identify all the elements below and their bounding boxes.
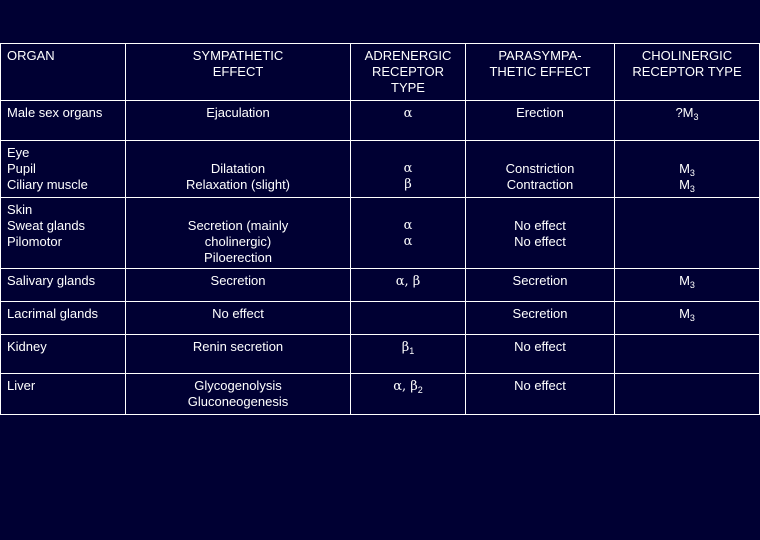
table-row-lacrimal-glands [1,302,760,335]
cell-sympathetic [126,198,351,269]
cell-parasympathetic [466,374,615,415]
cell-cholinergic [615,141,760,198]
cell-cholinergic [615,374,760,415]
sympathetic-effect: Dilatation [210,161,266,176]
cell-adrenergic [351,374,466,415]
cell-cholinergic [615,101,760,141]
parasympathetic-spacer [472,145,608,161]
sympathetic-effect: Piloerection [204,250,272,265]
parasympathetic-effect: No effect [514,234,566,249]
sympathetic-effect: Renin secretion [192,339,284,354]
adrenergic-receptor: α, β [393,379,418,394]
organ-label: Skin [7,202,33,217]
table-row-salivary-glands [1,269,760,302]
adrenergic-receptor: α [403,161,413,176]
cholinergic-receptor-letter: M [679,306,690,321]
adrenergic-spacer [357,202,459,218]
table-row-eye [1,141,760,198]
cell-sympathetic [126,101,351,141]
cell-adrenergic [351,335,466,374]
cell-parasympathetic [466,335,615,374]
table-header-row [1,44,760,101]
header-organ [1,44,126,101]
cell-organ [1,141,126,198]
table-row-male-sex-organs [1,101,760,141]
parasympathetic-effect: No effect [514,378,566,393]
adrenergic-receptor: α, β [395,274,421,289]
sympathetic-effect-spacer [132,202,344,218]
table-row-kidney [1,335,760,374]
cholinergic-receptor-subscript: 3 [689,184,695,194]
cell-organ [1,269,126,302]
organ-label: Salivary glands [7,273,96,288]
cholinergic-receptor-letter: M [679,273,690,288]
organ-label: Liver [7,378,36,393]
header-parasympathetic-line-2: THETIC EFFECT [489,64,591,79]
parasympathetic-effect: No effect [514,339,566,354]
table-row-skin [1,198,760,269]
cell-parasympathetic [466,302,615,335]
sympathetic-effect: No effect [212,306,264,321]
cell-cholinergic [615,302,760,335]
adrenergic-receptor: α [403,218,413,233]
header-adrenergic-receptor [351,44,466,101]
adrenergic-receptor-subscript: 1 [409,346,415,356]
cell-adrenergic [351,198,466,269]
sympathetic-effect: Glycogenolysis [194,378,282,393]
cell-sympathetic [126,141,351,198]
cell-sympathetic [126,302,351,335]
organ-label: Kidney [7,339,47,354]
header-organ-label: ORGAN [7,48,55,63]
header-parasympathetic-line-1: PARASYMPA- [498,48,582,63]
adrenergic-receptor: β [401,340,410,355]
cell-sympathetic [126,269,351,302]
cholinergic-receptor-letter: M [679,161,690,176]
cholinergic-spacer [621,145,753,161]
cholinergic-receptor [621,177,753,193]
header-adrenergic-line-1: ADRENERGIC [364,48,452,63]
autonomic-effects-table [0,43,760,415]
organ-sub-label: Pupil [7,161,36,176]
header-cholinergic-receptor [615,44,760,101]
organ-sub-label: Pilomotor [7,234,62,249]
sympathetic-effect: Relaxation (slight) [185,177,291,192]
cell-adrenergic [351,141,466,198]
parasympathetic-effect: Secretion [512,273,568,288]
cell-organ [1,302,126,335]
cholinergic-receptor-subscript: 3 [689,280,695,290]
parasympathetic-spacer [472,202,608,218]
cell-organ [1,335,126,374]
header-sympathetic-effect [126,44,351,101]
sympathetic-effect: Secretion (mainly [187,218,289,233]
cell-parasympathetic [466,141,615,198]
cell-parasympathetic [466,269,615,302]
cell-adrenergic [351,302,466,335]
sympathetic-effect: Secretion [210,273,266,288]
organ-sub-label: Ciliary muscle [7,177,88,192]
header-cholinergic-line-2: RECEPTOR TYPE [632,64,742,79]
header-sympathetic-line-1: SYMPATHETIC [192,48,284,63]
organ-label: Eye [7,145,30,160]
parasympathetic-effect: Secretion [512,306,568,321]
cholinergic-receptor-subscript: 3 [689,313,695,323]
adrenergic-spacer [357,145,459,161]
cholinergic-receptor-subscript: 3 [693,112,699,122]
parasympathetic-effect: Constriction [505,161,575,176]
header-adrenergic-line-3: TYPE [391,80,425,95]
adrenergic-receptor: α [403,106,413,121]
adrenergic-receptor: α [403,234,413,249]
sympathetic-effect: cholinergic) [204,234,272,249]
sympathetic-effect: Ejaculation [206,105,270,120]
cell-parasympathetic [466,198,615,269]
cell-cholinergic [615,335,760,374]
cell-adrenergic [351,269,466,302]
organ-label: Lacrimal glands [7,306,99,321]
cell-cholinergic [615,198,760,269]
adrenergic-receptor-subscript: 2 [417,385,423,395]
cholinergic-receptor [621,161,753,177]
header-sympathetic-line-2: EFFECT [212,64,264,79]
cell-sympathetic [126,335,351,374]
sympathetic-effect: Gluconeogenesis [187,394,289,409]
cell-adrenergic [351,101,466,141]
cell-organ [1,198,126,269]
header-cholinergic-line-1: CHOLINERGIC [641,48,733,63]
cell-parasympathetic [466,101,615,141]
parasympathetic-effect: Contraction [506,177,574,192]
header-adrenergic-line-2: RECEPTOR [372,64,444,79]
table-row-liver [1,374,760,415]
cholinergic-receptor-subscript: 3 [689,168,695,178]
sympathetic-effect-spacer [132,145,344,161]
organ-label: Male sex organs [7,105,103,120]
cell-cholinergic [615,269,760,302]
organ-sub-label: Sweat glands [7,218,86,233]
cholinergic-receptor: ?M [675,105,694,120]
cholinergic-receptor-letter: M [679,177,690,192]
cell-organ [1,101,126,141]
adrenergic-receptor: β [404,177,412,192]
parasympathetic-effect: No effect [514,218,566,233]
parasympathetic-effect: Erection [516,105,564,120]
cell-sympathetic [126,374,351,415]
cell-organ [1,374,126,415]
header-parasympathetic-effect [466,44,615,101]
